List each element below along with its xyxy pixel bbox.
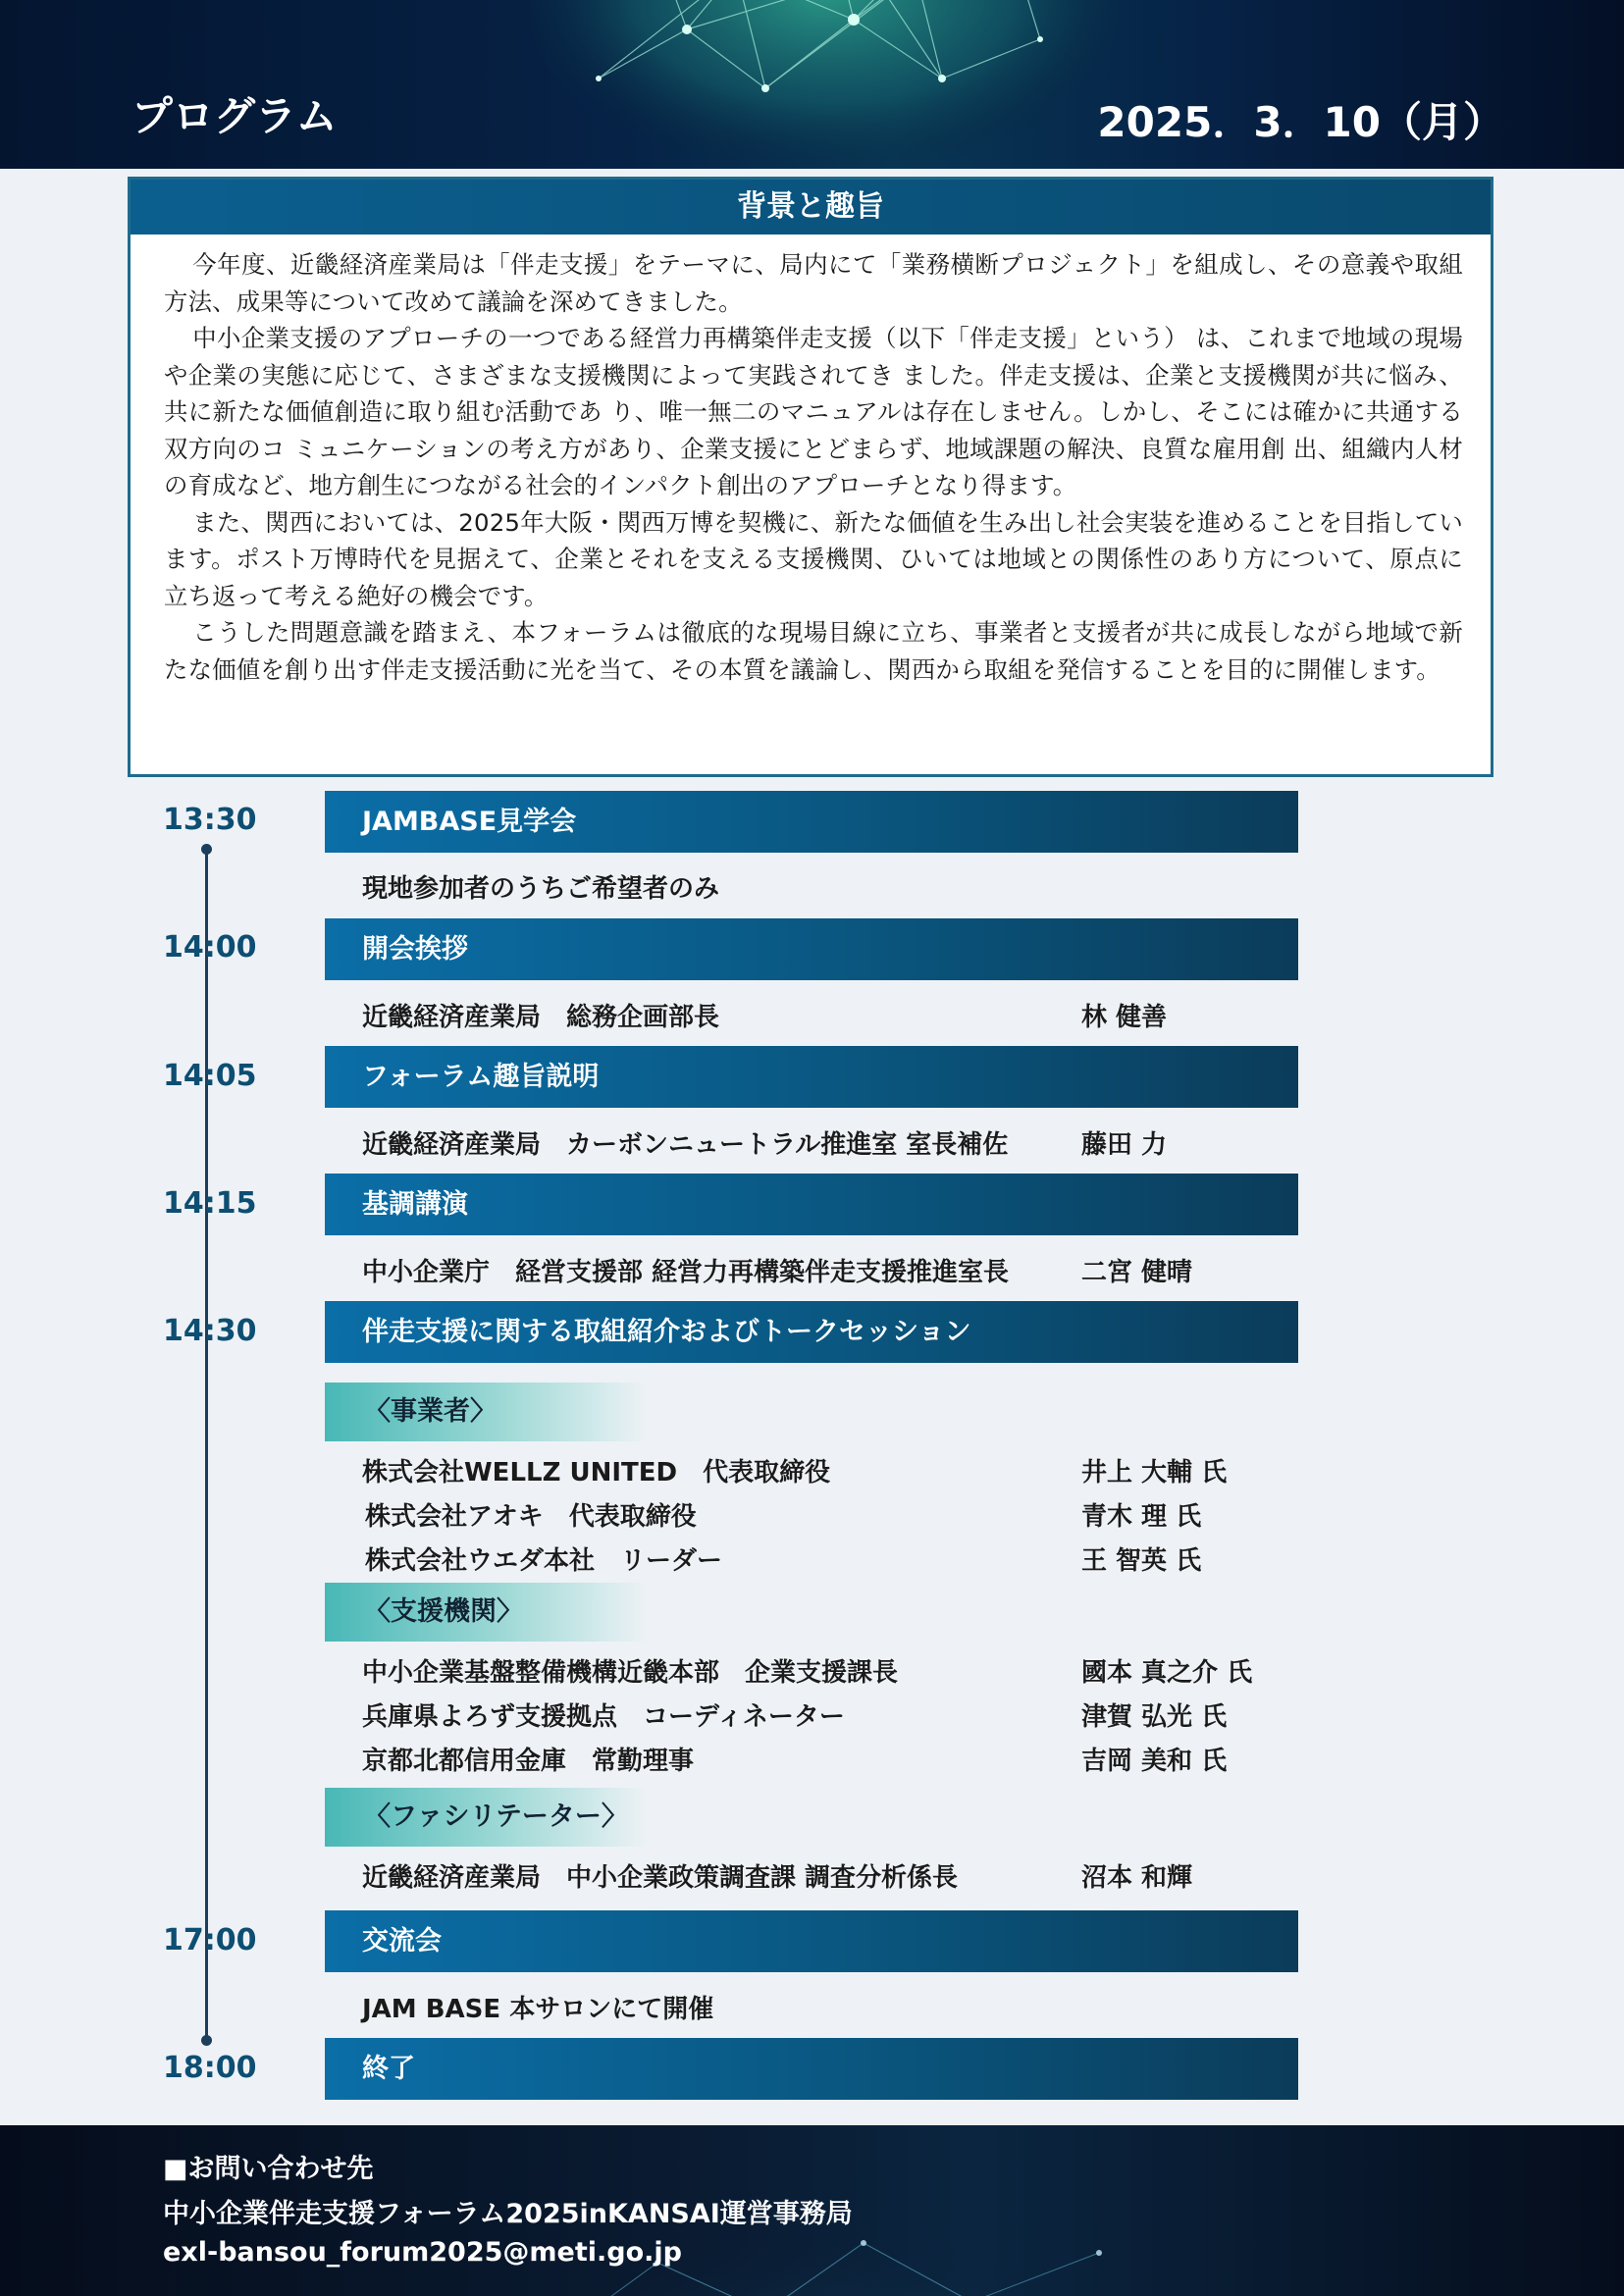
session-name: 吉岡 美和 氏 [1081,1747,1228,1776]
timeline-end-dot [201,2035,212,2046]
session-role: 株式会社アオキ 代表取締役 [365,1502,697,1532]
agenda-bar-keynote: 基調講演 [325,1174,1298,1235]
time-label: 14:05 [163,1059,257,1093]
page-title: プログラム [131,92,338,140]
background-text [131,235,1491,688]
speaker-name: 林 健善 [1081,1003,1168,1032]
agenda-detail: 近畿経済産業局 カーボンニュートラル推進室 室長補佐 [362,1130,1009,1160]
session-role: 近畿経済産業局 中小企業政策調査課 調査分析係長 [362,1863,959,1893]
network-globe-image [510,0,1138,169]
session-name: 王 智英 氏 [1081,1546,1202,1576]
speaker-name: 二宮 健晴 [1081,1258,1193,1287]
time-label: 17:00 [163,1923,257,1957]
time-label: 14:15 [163,1186,257,1221]
session-name: 國本 真之介 氏 [1081,1658,1253,1688]
session-name: 津賀 弘光 氏 [1081,1702,1228,1732]
timeline-line [205,849,208,2041]
background-section [128,177,1493,777]
agenda-detail: 近畿経済産業局 総務企画部長 [362,1003,720,1032]
event-date: 2025．3．10（月） [1097,98,1504,146]
agenda-detail: 現地参加者のうちご希望者のみ [362,874,720,904]
session-role: 京都北都信用金庫 常勤理事 [362,1747,695,1776]
session-name: 沼本 和輝 [1081,1863,1193,1893]
agenda-bar-purpose: フォーラム趣旨説明 [325,1046,1298,1108]
time-label: 18:00 [163,2051,257,2085]
background-heading: 背景と趣旨 [131,180,1491,235]
session-role: 中小企業基盤整備機構近畿本部 企業支援課長 [362,1658,899,1688]
session-role: 株式会社ウエダ本社 リーダー [365,1546,723,1576]
time-label: 13:30 [163,803,257,837]
background-paragraph: こうした問題意識を踏まえ、本フォーラムは徹底的な現場目線に立ち、事業者と支援者が共に成長しながら地域で新たな価値を創り出す伴走支援活動に光を当て、その本質を議論し、関西から取組を発信することを目的に開催します。 [164,618,1463,684]
background-paragraph: また、関西においては、2025年大阪・関西万博を契機に、新たな価値を生み出し社会実装を進めることを目指しています。ポスト万博時代を見据えて、企業とそれを支える支援機関、ひいては地域との関係性のあり方について、原点に立ち返って考える絶好の機会です。 [164,507,1463,610]
session-name: 井上 大輔 氏 [1081,1458,1228,1487]
contact-email-link[interactable]: exl-bansou_forum2025@meti.go.jp [163,2237,682,2268]
session-group-label: 〈ファシリテーター〉 [325,1788,649,1847]
time-label: 14:30 [163,1314,257,1348]
agenda-bar-jambase-tour: JAMBASE見学会 [325,791,1298,853]
agenda-bar-opening: 開会挨拶 [325,918,1298,980]
page-footer [0,2125,1624,2296]
contact-label: ■お問い合わせ先 [163,2154,374,2184]
timeline-start-dot [201,844,212,855]
agenda-detail: 中小企業庁 経営支援部 経営力再構築伴走支援推進室長 [362,1258,1010,1287]
page-header [0,0,1624,169]
speaker-name: 藤田 力 [1081,1130,1168,1160]
session-group-label: 〈事業者〉 [325,1383,649,1441]
organizer-name: 中小企業伴走支援フォーラム2025inKANSAI運営事務局 [163,2199,853,2229]
session-group-label: 〈支援機関〉 [325,1583,649,1642]
session-name: 青木 理 氏 [1081,1502,1202,1532]
session-role: 株式会社WELLZ UNITED 代表取締役 [362,1458,831,1487]
agenda-bar-closing: 終了 [325,2038,1298,2100]
background-paragraph: 今年度、近畿経済産業局は「伴走支援」をテーマに、局内にて「業務横断プロジェクト」を組成し、その意義や取組方法、成果等について改めて議論を深めてきました。 [164,250,1463,316]
agenda-detail: JAM BASE 本サロンにて開催 [362,1995,714,2024]
agenda-bar-talk-session: 伴走支援に関する取組紹介およびトークセッション [325,1301,1298,1363]
agenda-bar-networking: 交流会 [325,1910,1298,1972]
time-label: 14:00 [163,930,257,965]
background-paragraph: 中小企業支援のアプローチの一つである経営力再構築伴走支援（以下「伴走支援」という） は、これまで地域の現場や企業の実態に応じて、さまざまな支援機関によって実践されてき ました。伴走支援は、企業と支援機関が共に悩み、共に新たな価値創造に取り組む活動であ り、唯一無二のマニュアルは存在しません。しかし、そこには確かに共通する双方向のコ ミュニケーションの考え方があり、企業支援にとどまらず、地域課題の解決、良質な雇用創 出、組織内人材の育成など、地方創生につながる社会的インパクト創出のアプローチとなり得ます。 [164,324,1463,499]
session-role: 兵庫県よろず支援拠点 コーディネーター [362,1702,845,1732]
